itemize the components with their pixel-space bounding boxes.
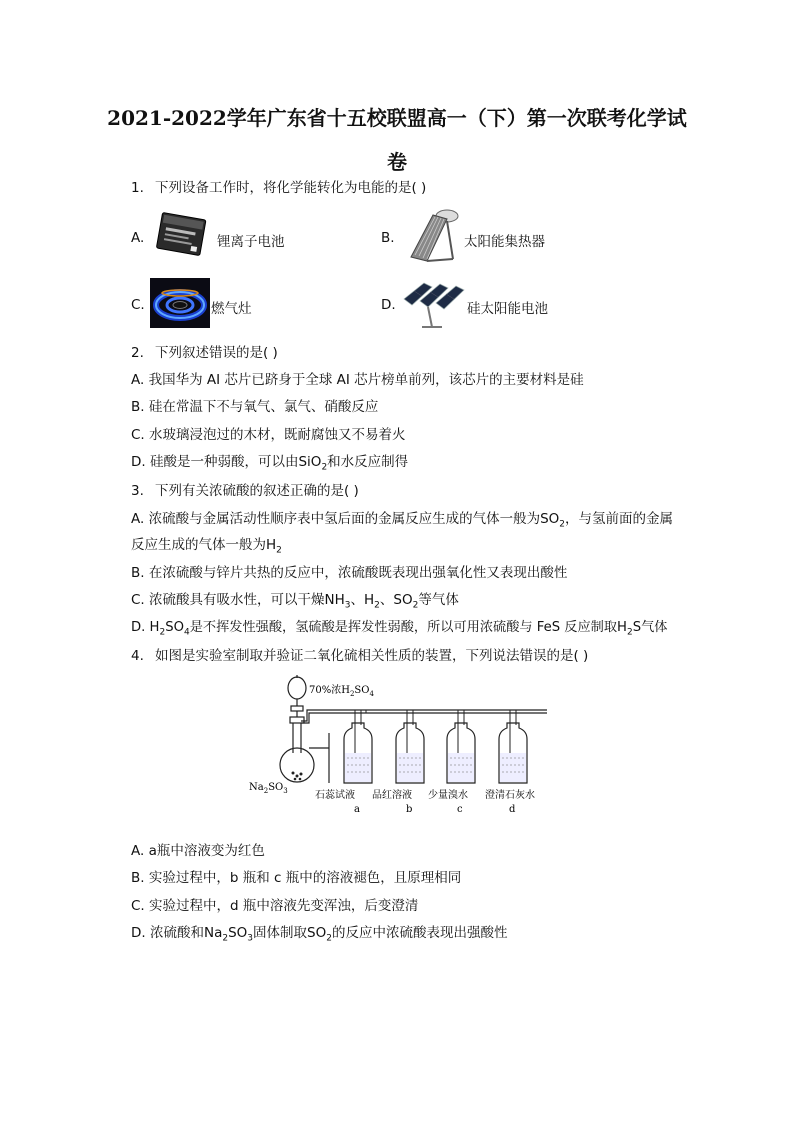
bottle-d-reagent: 澄清石灰水 [485,790,535,801]
question-text: 下列有关浓硫酸的叙述正确的是( ) [155,483,359,499]
q2-option-d[interactable] [131,452,408,478]
q4-option-b[interactable]: B. 实验过程中，b 瓶和 c 瓶中的溶液褪色，且原理相同 [131,870,462,886]
option-text: 和水反应制得 [327,454,409,470]
so2-apparatus-diagram [247,673,557,823]
subscript: 2 [626,627,633,638]
option-text: ，与氢前面的金属 [565,511,674,527]
lithium-battery-icon [153,210,209,260]
option-text: 的反应中浓硫酸表现出强酸性 [331,925,508,941]
option-text: 硅太阳能电池 [467,301,548,317]
q3-option-a-cont [131,535,282,561]
q3-option-c[interactable] [131,590,459,616]
question-number: 4. [131,648,144,664]
q2-option-c[interactable]: C. 水玻璃浸泡过的木材，既耐腐蚀又不易着火 [131,427,406,443]
silicon-solar-panel-icon [402,279,466,333]
acid-label: 70%浓$H_2SO_4$ [309,685,374,698]
question-text: 下列叙述错误的是( ) [155,345,278,361]
q1-option-a[interactable] [131,210,361,265]
option-text: SO [228,925,248,941]
bottle-a-reagent: 石蕊试液 [315,790,355,801]
title-line-1: 2021-2022学年广东省十五校联盟高一（下）第一次联考化学试 [107,106,687,130]
option-text: S气体 [632,620,668,635]
option-text: 锂离子电池 [217,234,285,250]
q1-option-c[interactable] [131,278,361,330]
subscript: 4 [183,627,190,638]
option-text: A. 浓硫酸与金属活动性顺序表中氢后面的金属反应生成的气体一般为SO [131,511,560,527]
q2-option-b[interactable]: B. 硅在常温下不与氧气、氯气、硝酸反应 [131,399,379,415]
q2-option-a[interactable]: A. 我国华为 AI 芯片已跻身于全球 AI 芯片榜单前列，该芯片的主要材料是硅 [131,372,584,388]
bottle-a-letter: a [354,804,360,815]
q3-option-b[interactable]: B. 在浓硫酸与锌片共热的反应中，浓硫酸既表现出强氧化性又表现出酸性 [131,565,568,581]
subscript: 2 [559,519,566,530]
option-text: 燃气灶 [211,301,252,317]
subscript: 3 [247,933,254,944]
option-text: 等气体 [418,592,459,608]
exam-title [90,96,704,184]
question-number: 3. [131,483,144,499]
gas-stove-flame-icon [150,278,210,328]
question-number: 1. [131,180,144,196]
question-text: 如图是实验室制取并验证二氧化硫相关性质的装置，下列说法错误的是( ) [155,648,589,664]
bottle-c-reagent: 少量溴水 [428,790,468,801]
option-text: 是不挥发性强酸，氢硫酸是挥发性弱酸，所以可用浓硫酸与 FeS 反应制取H [189,620,627,635]
bottle-a [344,710,372,783]
q1-option-b[interactable] [381,207,621,265]
question-number: 2. [131,345,144,361]
subscript: 2 [321,462,328,473]
option-letter: D. [381,297,396,313]
subscript: 2 [412,600,419,611]
question-2-stem [131,343,278,363]
question-text: 下列设备工作时，将化学能转化为电能的是( ) [155,180,427,196]
subscript: 2 [276,545,282,556]
subscript: 2 [159,627,166,638]
bottle-d-letter: d [509,804,516,815]
option-letter: B. [381,230,395,246]
option-text: D. 硅酸是一种弱酸，可以由SiO [131,454,322,470]
option-text: 、H [350,592,375,608]
bottle-b [396,710,424,783]
option-text: SO [165,620,184,635]
solid-label: $Na_2SO_3$ [249,782,288,795]
option-text: 、SO [379,592,413,608]
q4-option-c[interactable]: C. 实验过程中，d 瓶中溶液先变浑浊，后变澄清 [131,898,419,914]
question-4-stem [131,646,588,666]
subscript: 2 [326,933,332,944]
q3-option-d[interactable] [131,618,667,643]
q3-option-a[interactable] [131,509,673,535]
option-text: C. 浓硫酸具有吸水性，可以干燥NH [131,592,345,608]
title-line-2: 卷 [387,150,407,174]
option-letter: A. [131,230,145,246]
option-text: 反应生成的气体一般为H [131,537,277,553]
bottle-c [447,710,475,783]
bottle-d [499,710,527,783]
subscript: 3 [344,600,351,611]
solar-water-heater-icon [403,207,461,263]
q4-option-a[interactable]: A. a瓶中溶液变为红色 [131,843,265,859]
option-letter: C. [131,297,145,313]
subscript: 2 [222,933,229,944]
bottle-b-letter: b [406,804,413,815]
option-text: D. H [131,620,160,635]
q4-option-d[interactable] [131,923,507,949]
bottle-b-reagent: 品红溶液 [372,790,412,801]
option-text: 太阳能集热器 [464,234,545,250]
q1-option-d[interactable] [381,279,621,334]
bottle-c-letter: c [457,804,463,815]
wash-bottles [344,710,527,783]
question-1-stem [131,178,426,198]
option-text: 固体制取SO [253,925,327,941]
option-text: D. 浓硫酸和Na [131,925,223,941]
subscript: 2 [374,600,380,611]
separatory-funnel [288,677,306,699]
question-3-stem [131,481,359,501]
